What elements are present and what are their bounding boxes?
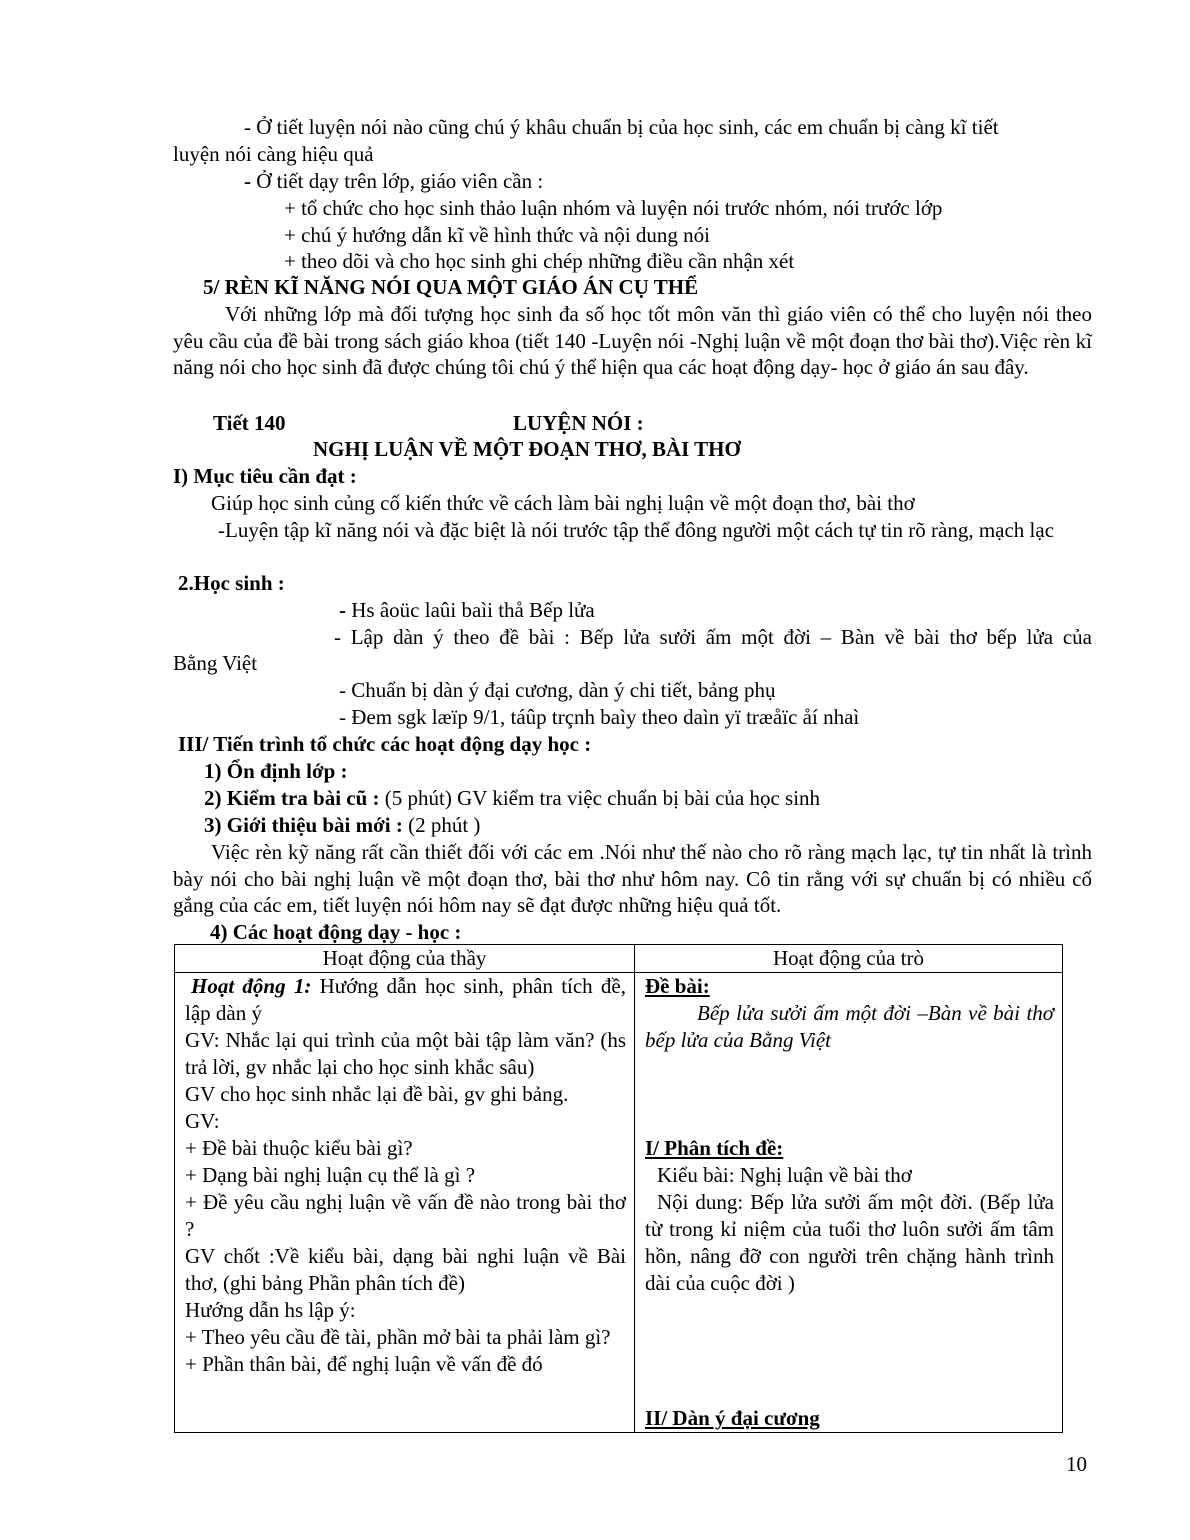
students-item-3: - Chuẩn bị dàn ý đại cương, dàn ý chi tiết, bảng phụ <box>339 678 776 702</box>
lesson-title-1: LUYỆN NÓI : <box>513 411 644 435</box>
lesson-period: Tiết 140 <box>213 411 286 435</box>
teacher-activity <box>185 973 626 1027</box>
students-item-1 <box>339 597 595 623</box>
process-intro-paragraph: Việc rèn kỹ năng rất cần thiết đối với các em .Nói như thế nào cho rõ ràng mạch lạc, tự tin nhất là trình bày nói cho bài nghị luận về một đoạn thơ, bài thơ như hôm nay. Cô tin rằng với sự chuẩn bị có nhiều cố gắng của các em, tiết luyện nói hôm nay sẽ đạt được những hiệu quả tốt. <box>173 840 1092 917</box>
header-teacher: Hoạt động của thầy <box>175 945 635 973</box>
students-item-1-text: Hs âoüc laûi baìi thå Bếp lửa <box>346 598 595 622</box>
activity-table <box>174 944 1063 1433</box>
spacer <box>645 1297 1054 1405</box>
section5-heading: 5/ RÈN KĨ NĂNG NÓI QUA MỘT GIÁO ÁN CỤ THỂ <box>203 275 699 299</box>
intro-line-1: - Ở tiết luyện nói nào cũng chú ý khâu chuẩn bị của học sinh, các em chuẩn bị càng kĩ tiết <box>244 115 999 139</box>
teacher-line: + Đề yêu cầu nghị luận về vấn đề nào trong bài thơ ? <box>185 1190 626 1241</box>
intro-bullet-2: + chú ý hướng dẫn kĩ về hình thức và nội dung nói <box>284 223 710 247</box>
student-cell <box>635 973 1063 1433</box>
table-row <box>175 973 1063 1433</box>
process-step-2-text: (5 phút) GV kiểm tra việc chuẩn bị bài của học sinh <box>379 786 821 810</box>
teacher-line: Hướng dẫn hs lập ý: <box>185 1298 356 1322</box>
section5-paragraph: Với những lớp mà đối tượng học sinh đa số học tốt môn văn thì giáo viên có thể cho luyện nói theo yêu cầu của đề bài trong sách giáo khoa (tiết 140 -Luyện nói -Nghị luận về một đoạn thơ bài thơ).Việc rèn kĩ năng nói cho học sinh đã được chúng tôi chú ý thể hiện qua các hoạt động dạy- học ở giáo án sau đây. <box>173 302 1092 379</box>
objectives-line-2: -Luyện tập kĩ năng nói và đặc biệt là nói trước tập thể đông người một cách tự tin rõ ràng, mạch lạc <box>218 518 1055 542</box>
intro-line-3 <box>244 168 543 194</box>
students-item-2-line-2: Bằng Việt <box>173 651 258 675</box>
intro-line-3-dash: - <box>244 169 251 193</box>
analysis-heading: I/ Phân tích đề: <box>645 1136 784 1160</box>
page-number: 10 <box>1066 1452 1087 1476</box>
teacher-activity-text: Hướng dẫn học sinh, phân tích đề, lập dàn ý <box>185 974 627 1025</box>
students-heading: 2.Học sinh : <box>178 571 285 595</box>
analysis-content: Nội dung: Bếp lửa sưởi ấm một đời. (Bếp lửa từ trong kỉ niệm của tuổi thơ luôn sưởi ấm tâm hồn, nâng đỡ con người trên chặng hành trình dài của cuộc đời ) <box>645 1190 1054 1295</box>
teacher-line: + Theo yêu cầu đề tài, phần mở bài ta phải làm gì? <box>185 1325 611 1349</box>
teacher-line: GV cho học sinh nhắc lại đề bài, gv ghi bảng. <box>185 1082 569 1106</box>
header-student: Hoạt động của trò <box>635 945 1063 973</box>
process-step-2 <box>204 785 820 811</box>
table-header-row <box>175 945 1063 973</box>
intro-bullet-1: + tổ chức cho học sinh thảo luận nhóm và luyện nói trước nhóm, nói trước lớp <box>284 196 943 220</box>
process-step-4: 4) Các hoạt động dạy - học : <box>210 920 462 944</box>
objectives-heading: I) Mục tiêu cần đạt : <box>173 464 357 488</box>
intro-line-2: luyện nói càng hiệu quả <box>173 142 374 166</box>
topic-text: Bếp lửa sưởi ấm một đời –Bàn về bài thơ bếp lửa của Bằng Việt <box>645 1001 1054 1052</box>
outline-heading: II/ Dàn ý đại cương <box>645 1406 820 1430</box>
topic-heading: Đề bài: <box>645 974 710 998</box>
objectives-line-1: Giúp học sinh củng cố kiến thức về cách làm bài nghị luận về một đoạn thơ, bài thơ <box>211 491 915 515</box>
intro-line-3-text: Ở tiết dạy trên lớp, giáo viên cần : <box>251 169 544 193</box>
process-step-3-text: (2 phút ) <box>402 813 481 837</box>
analysis-type: Kiểu bài: Nghị luận về bài thơ <box>657 1163 912 1187</box>
students-item-2-line-1: - Lập dàn ý theo đề bài : Bếp lửa sưởi ấm một đời – Bàn về bài thơ bếp lửa của <box>334 625 1092 649</box>
process-heading: III/ Tiến trình tổ chức các hoạt động dạy học : <box>178 732 592 756</box>
teacher-line: + Đề bài thuộc kiểu bài gì? <box>185 1136 413 1160</box>
process-step-2-label: 2) Kiểm tra bài cũ : <box>204 786 380 810</box>
lesson-title-2: NGHỊ LUẬN VỀ MỘT ĐOẠN THƠ, BÀI THƠ <box>313 437 741 461</box>
teacher-line: + Phần thân bài, để nghị luận về vấn đề đó <box>185 1352 543 1376</box>
students-item-4: - Đem sgk læïp 9/1, táûp trçnh baìy theo daìn yï træåïc åí nhaì <box>339 705 860 729</box>
process-step-3 <box>204 812 480 838</box>
teacher-cell <box>175 973 635 1433</box>
teacher-line: GV chốt :Về kiểu bài, dạng bài nghi luận về Bài thơ, (ghi bảng Phần phân tích đề) <box>185 1244 626 1295</box>
students-item-1-dash: - <box>339 598 346 622</box>
teacher-line: + Dạng bài nghị luận cụ thể là gì ? <box>185 1163 476 1187</box>
teacher-line: GV: Nhắc lại qui trình của một bài tập làm văn? (hs trả lời, gv nhắc lại cho học sinh khắc sâu) <box>185 1028 626 1079</box>
intro-bullet-3: + theo dõi và cho học sinh ghi chép những điều cần nhận xét <box>284 249 795 273</box>
process-step-3-label: 3) Giới thiệu bài mới : <box>204 813 403 837</box>
teacher-line: GV: <box>185 1109 220 1133</box>
process-step-1: 1) Ổn định lớp : <box>204 759 348 783</box>
spacer <box>645 1054 1054 1135</box>
teacher-activity-label: Hoạt động 1: <box>191 974 312 998</box>
